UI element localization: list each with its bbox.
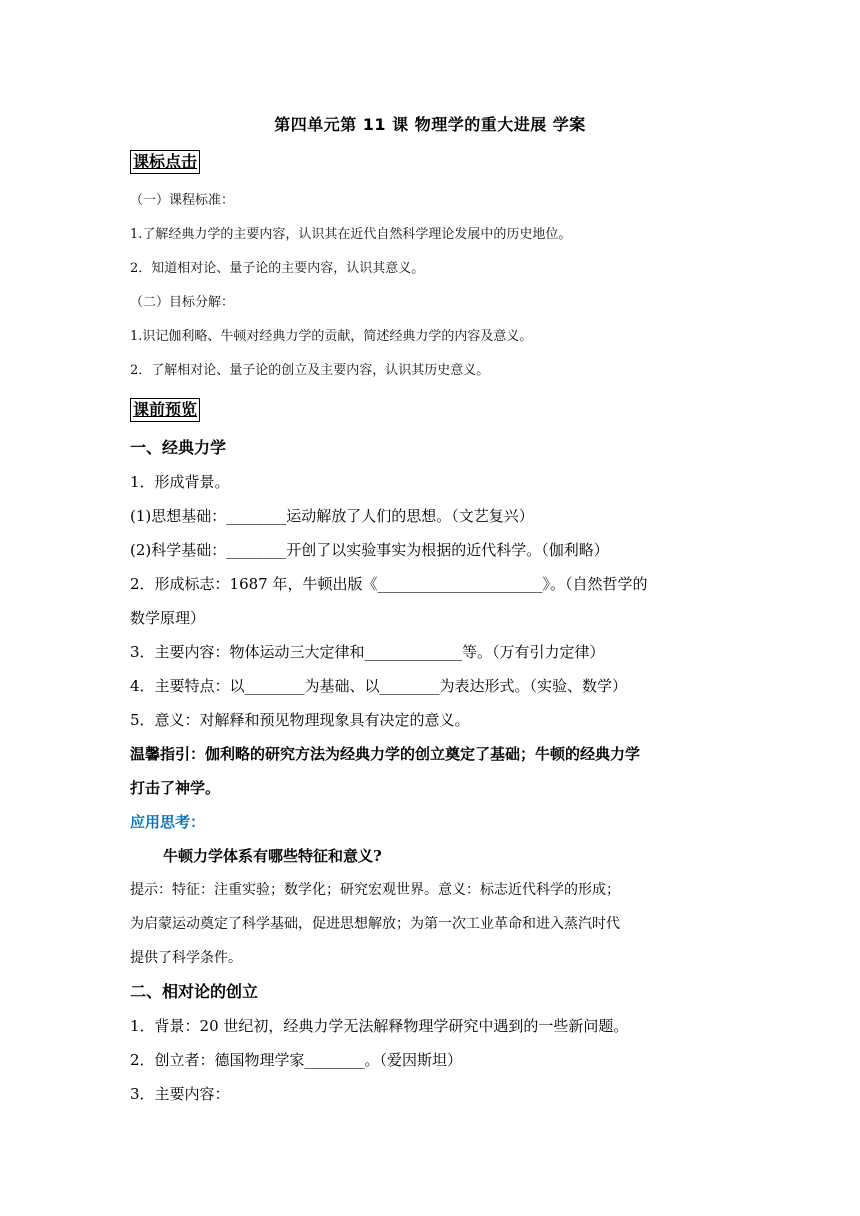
preview-line: 数学原理） [130, 609, 206, 627]
relativity-line: 2．创立者：德国物理学家________。（爱因斯坦） [130, 1051, 463, 1069]
preview-line: 2．形成标志：1687 年，牛顿出版《______________________》。（自然哲学的 [130, 575, 648, 593]
relativity-line: 3．主要内容： [130, 1085, 230, 1103]
section-box-curriculum: 课标点击 [130, 150, 200, 174]
preview-line: 5．意义：对解释和预见物理现象具有决定的意义。 [130, 711, 470, 729]
curriculum-item-2: 2．知道相对论、量子论的主要内容，认识其意义。 [130, 261, 425, 276]
tip-text: 温馨指引：伽利略的研究方法为经典力学的创立奠定了基础；牛顿的经典力学 [130, 745, 641, 763]
page-title: 第四单元第 11 课 物理学的重大进展 学案 [274, 115, 586, 134]
relativity-line: 1．背景：20 世纪初，经典力学无法解释物理学研究中遇到的一些新问题。 [130, 1017, 629, 1035]
curriculum-standard-label: （一）课程标准： [130, 193, 235, 208]
hint-text: 为启蒙运动奠定了科学基础，促进思想解放；为第一次工业革命和进入蒸汽时代 [130, 916, 620, 932]
preview-line: 4．主要特点：以________为基础、以________为表达形式。（实验、数学） [130, 677, 628, 695]
curriculum-item-1: 1.了解经典力学的主要内容，认识其在近代自然科学理论发展中的历史地位。 [130, 227, 572, 242]
hint-text: 提供了科学条件。 [130, 950, 242, 966]
goal-breakdown-label: （二）目标分解： [130, 295, 235, 310]
hint-text: 提示：特征：注重实验；数学化；研究宏观世界。意义：标志近代科学的形成； [130, 882, 620, 898]
tip-text: 打击了神学。 [130, 779, 221, 797]
heading-relativity: 二、相对论的创立 [130, 982, 259, 1001]
section-box-preview: 课前预览 [130, 398, 200, 422]
preview-line: (1)思想基础：________运动解放了人们的思想。（文艺复兴） [130, 507, 534, 525]
preview-line: (2)科学基础：________开创了以实验事实为根据的近代科学。（伽利略） [130, 541, 609, 559]
goal-item-1: 1.识记伽利略、牛顿对经典力学的贡献，简述经典力学的内容及意义。 [130, 329, 533, 344]
thinking-question: 牛顿力学体系有哪些特征和意义? [163, 847, 382, 865]
goal-item-2: 2．了解相对论、量子论的创立及主要内容，认识其历史意义。 [130, 363, 490, 378]
heading-classical-mechanics: 一、经典力学 [130, 438, 227, 457]
preview-line: 3．主要内容：物体运动三大定律和_____________等。（万有引力定律） [130, 643, 605, 661]
apply-thinking-label: 应用思考： [130, 813, 206, 831]
preview-line: 1．形成背景。 [130, 473, 230, 491]
